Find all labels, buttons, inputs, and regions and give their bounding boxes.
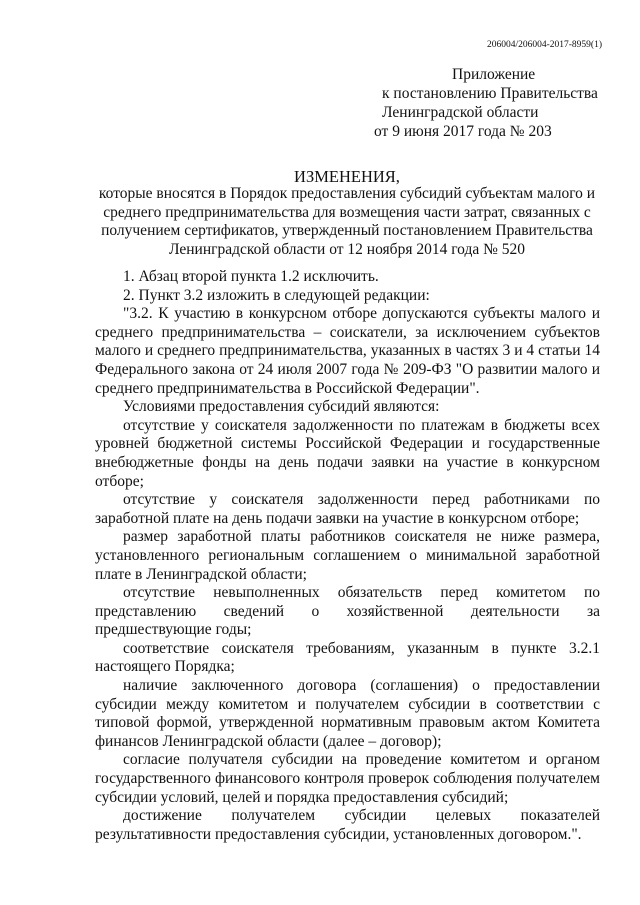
appendix-line-2: к постановлению Правительства <box>382 85 598 102</box>
appendix-line-4: от 9 июня 2017 года № 203 <box>374 123 552 140</box>
paragraph-9: соответствие соискателя требованиям, указанным в пункте 3.2.1 настоящего Порядка; <box>95 639 600 676</box>
document-id: 206004/206004-2017-8959(1) <box>486 40 602 50</box>
paragraph-2: 2. Пункт 3.2 изложить в следующей редакции: <box>123 286 430 304</box>
paragraph-1: 1. Абзац второй пункта 1.2 исключить. <box>123 268 379 285</box>
appendix-line-1: Приложение <box>452 66 536 83</box>
appendix-block <box>372 65 598 141</box>
appendix-line-3: Ленинградской области <box>382 104 539 121</box>
paragraph-3: "3.2. К участию в конкурсном отборе допускаются субъекты малого и среднего предпринимательства – соискатели, за исключением субъектов малого и среднего предпринимательства, указанных в частях 3 и 4 статьи 14 Федерального закона от 24 июля 2007 года № 209-ФЗ "О развитии малого и среднего предпринимательства в Российской Федерации". <box>95 305 600 397</box>
paragraph-5: отсутствие у соискателя задолженности по платежам в бюджеты всех уровней бюджетной системы Российской Федерации и государственные внебюджетные фонды на день подачи заявки на участие в конкурсном отборе; <box>95 416 600 490</box>
paragraph-11: согласие получателя субсидии на проведение комитетом и органом государственного финансового контроля проверок соблюдения получателем субсидии условий, целей и порядка предоставления субсидий; <box>95 751 600 806</box>
paragraph-10: наличие заключенного договора (соглашения) о предоставлении субсидии между комитетом и получателем субсидии в соответствии с типовой формой, утвержденной нормативным правовым актом Комитета финансов Ленинградской области (далее – договор); <box>95 677 600 750</box>
document-body <box>95 268 600 844</box>
document-subtitle: которые вносятся в Порядок предоставления субсидий субъектам малого и среднего предпринимательства для возмещения части затрат, связанных с получением сертификатов, утвержденный постановлением Правительства Ленинградской области от 12 ноября 2014 года № 520 <box>98 185 596 258</box>
paragraph-6: отсутствие у соискателя задолженности перед работниками по заработной плате на день подачи заявки на участие в конкурсном отборе; <box>95 491 600 527</box>
document-title: ИЗМЕНЕНИЯ, <box>294 167 400 186</box>
paragraph-4: Условиями предоставления субсидий являются: <box>123 398 440 416</box>
paragraph-7: размер заработной платы работников соискателя не ниже размера, установленного региональным соглашением о минимальной заработной плате в Ленинградской области; <box>95 528 600 583</box>
paragraph-8: отсутствие невыполненных обязательств перед комитетом по представлению сведений о хозяйственной деятельности за предшествующие годы; <box>95 584 600 639</box>
paragraph-12: достижение получателем субсидии целевых показателей результативности предоставления субсидии, установленных договором.". <box>95 807 600 843</box>
